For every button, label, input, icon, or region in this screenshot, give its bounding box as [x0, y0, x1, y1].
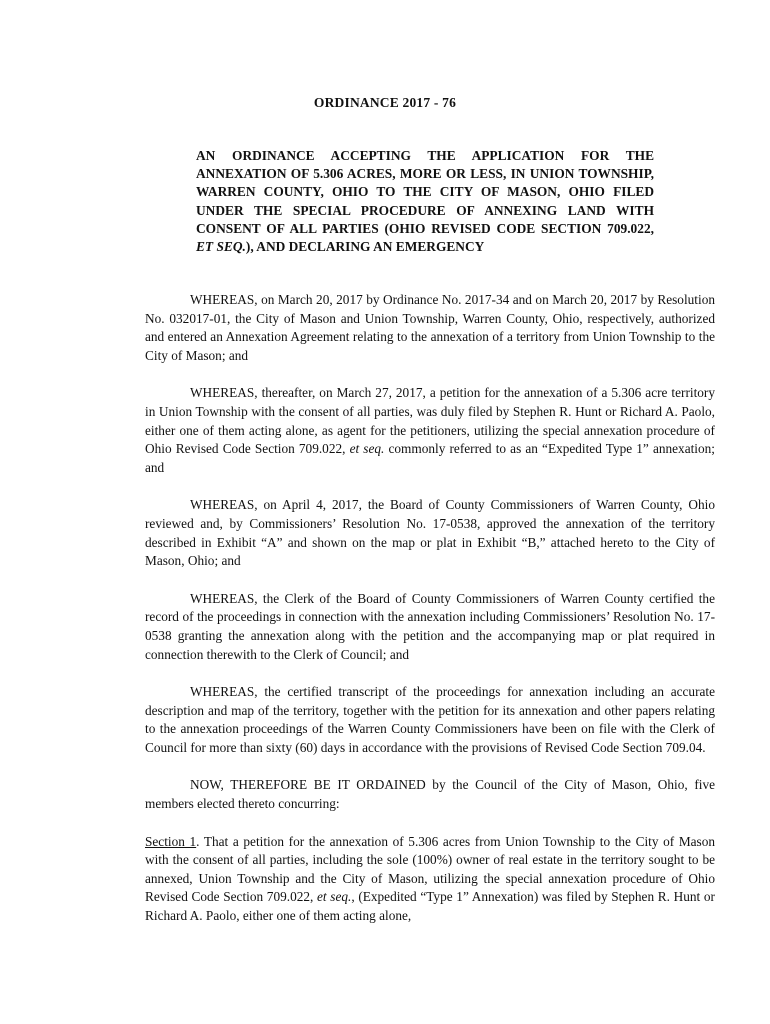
paragraph-text: , (Expedited “Type 1” Annexation) was filed by Stephen R. Hunt or Richard A. Paolo, either one of them acting alone,	[145, 889, 715, 924]
subtitle-text-end: ), AND DECLARING AN EMERGENCY	[245, 239, 485, 255]
ordinance-title: ORDINANCE 2017 - 76	[313, 95, 457, 110]
paragraph-text: . That a petition for the annexation of 5.306 acres from Union Township to the City of Mason with the consent of all parties, including the sole (100%) owner of real estate in the territory sought to be annexed, Union Township and the City of Mason, utilizing the special annexation procedure of Ohio Revised Code Section 709.022,	[145, 833, 716, 905]
ordained-paragraph: NOW, THEREFORE BE IT ORDAINED by the Council of the City of Mason, Ohio, five members elected thereto concurring:	[145, 777, 715, 812]
whereas-paragraph-4: WHEREAS, the Clerk of the Board of County Commissioners of Warren County certified the record of the proceedings in connection with the annexation including Commissioners’ Resolution No. 17-0538 granting the annexation along with the petition and the accompanying map or plat required in connection therewith to the Clerk of Council; and	[145, 590, 715, 662]
ordinance-body	[145, 291, 715, 945]
subtitle-text: AN ORDINANCE ACCEPTING THE APPLICATION FOR THE ANNEXATION OF 5.306 ACRES, MORE OR LESS, IN UNION TOWNSHIP, WARREN COUNTY, OHIO TO THE CITY OF MASON, OHIO FILED UNDER THE SPECIAL PROCEDURE OF ANNEXING LAND WITH CONSENT OF ALL PARTIES (OHIO REVISED CODE SECTION 709.022,	[196, 148, 654, 236]
paragraph-italic: et seq.	[349, 441, 385, 457]
subtitle-italic: ET SEQ.	[196, 239, 246, 255]
whereas-paragraph-5: WHEREAS, the certified transcript of the proceedings for annexation including an accurate description and map of the territory, together with the petition for its annexation and other papers relating to the annexation proceedings of the Warren County Commissioners have been on file with the Clerk of Council for more than sixty (60) days in accordance with the provisions of Revised Code Section 709.04.	[145, 684, 715, 755]
whereas-paragraph-3: WHEREAS, on April 4, 2017, the Board of County Commissioners of Warren County, Ohio reviewed and, by Commissioners’ Resolution No. 17-0538, approved the annexation of the territory described in Exhibit “A” and shown on the map or plat in Exhibit “B,” attached hereto to the City of Mason, Ohio; and	[145, 497, 715, 569]
whereas-paragraph-1: WHEREAS, on March 20, 2017 by Ordinance No. 2017-34 and on March 20, 2017 by Resolution No. 032017-01, the City of Mason and Union Township, Warren County, Ohio, respectively, authorized and entered an Annexation Agreement relating to the annexation of a territory from Union Township to the City of Mason; and	[145, 292, 715, 363]
ordinance-subtitle	[196, 147, 654, 256]
section-1-paragraph	[145, 833, 715, 926]
whereas-paragraph-2	[145, 384, 715, 477]
paragraph-italic: et seq.	[317, 889, 352, 905]
paragraph-text: WHEREAS, thereafter, on March 27, 2017, a petition for the annexation of a 5.306 acre territory in Union Township with the consent of all parties, was duly filed by Stephen R. Hunt or Richard A. Paolo, either one of them acting alone, as agent for the petitioners, utilizing the special annexation procedure of Ohio Revised Code Section 709.022,	[145, 385, 715, 457]
paragraph-text: commonly referred to as an “Expedited Type 1” annexation; and	[145, 441, 715, 475]
section-1-label: Section 1	[145, 833, 197, 849]
